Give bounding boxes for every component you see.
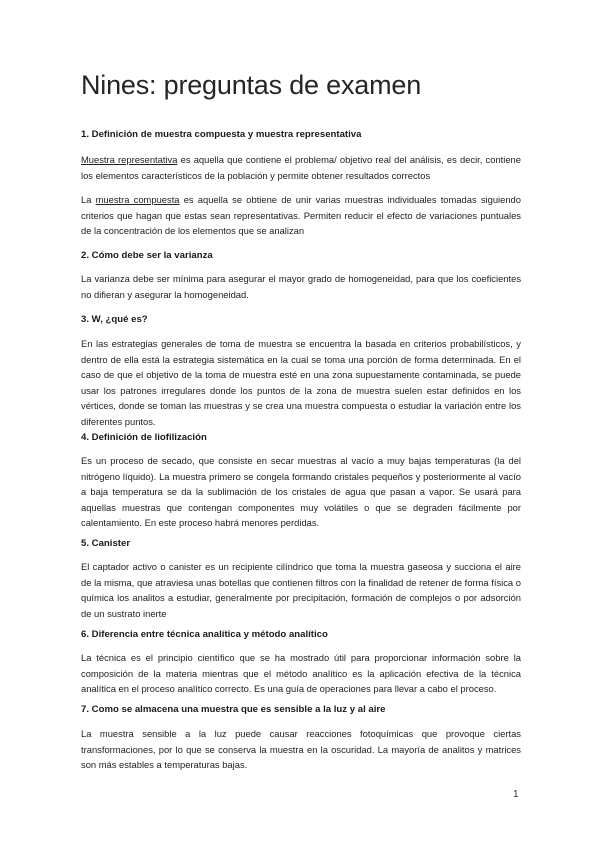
section-heading-4: 4. Definición de liofilización — [81, 432, 207, 443]
section-3-paragraph: En las estrategias generales de toma de muestra se encuentra la basada en criterios probabilísticos, y dentro de ella está la estrategia sistemática en la cual se toma una porción de forma determinada. En el caso de que el objetivo de la toma de muestra esté en una zona supuestamente contaminada, se puede usar los patrones irregulares donde los puntos de la zona de muestra suelen estar definidos en los vértices, donde se toman las muestras y se crea una muestra compuesta o estudiar la variación entre los diferentes puntos. — [81, 338, 521, 427]
section-heading-7: 7. Como se almacena una muestra que es sensible a la luz y al aire — [81, 704, 386, 715]
document-title: Nines: preguntas de examen — [81, 70, 422, 100]
section-2-paragraph: La varianza debe ser mínima para asegurar el mayor grado de homogeneidad, para que los coeficientes no difieran y asegurar la homogeneidad. — [81, 273, 521, 300]
section-1-paragraph-2-text: es aquella se obtiene de unir varias muestras individuales tomadas siguiendo criterios que hagan que estas sean representativas. Permiten reducir el efecto de variaciones puntuales de la concentración de los elementos que se analizan — [81, 194, 521, 236]
section-heading-5: 5. Canister — [81, 538, 131, 549]
section-4-paragraph: Es un proceso de secado, que consiste en secar muestras al vacío a muy bajas temperaturas (la del nitrógeno líquido). La muestra primero se congela formando cristales pequeños y posteriormente al vacío a baja temperatura se da la sublimación de los cristales de agua que pasan a vapor. Se usará para aquellas muestras que contengan componentes muy volátiles o que se degraden fácilmente por calentamiento. En este proceso habrá menores perdidas. — [81, 455, 521, 528]
term-muestra-representativa: Muestra representativa — [81, 154, 178, 165]
section-1-paragraph-2 — [81, 192, 521, 239]
term-muestra-compuesta: muestra compuesta — [95, 194, 180, 205]
section-1-paragraph-1-text: es aquella que contiene el problema/ objetivo real del análisis, es decir, contiene los elementos característicos de la población y permite obtener resultados correctos — [81, 154, 521, 181]
page-number: 1 — [513, 789, 519, 800]
section-heading-6: 6. Diferencia entre técnica analítica y método analítico — [81, 629, 328, 640]
section-5-paragraph: El captador activo o canister es un recipiente cilíndrico que toma la muestra gaseosa y succiona el aire de la misma, que atraviesa unas botellas que contienen filtros con la finalidad de retener de forma física o química los analitos a estudiar, generalmente por precipitación, formación de complejos o por adsorción de un sustrato inerte — [81, 561, 521, 619]
section-7-paragraph: La muestra sensible a la luz puede causar reacciones fotoquímicas que provoque ciertas transformaciones, por lo que se conserva la muestra en la oscuridad. La mayoría de analitos y matrices son más estables a temperaturas bajas. — [81, 728, 521, 770]
section-heading-1: 1. Definición de muestra compuesta y muestra representativa — [81, 129, 362, 140]
section-1-paragraph-1 — [81, 152, 521, 183]
section-heading-3: 3. W, ¿qué es? — [81, 314, 148, 325]
section-1-paragraph-2-prefix: La — [81, 194, 96, 205]
section-6-paragraph: La técnica es el principio científico que se ha mostrado útil para proporcionar información sobre la composición de la materia mientras que el método analítico es la aplicación efectiva de la técnica analítica en el proceso analítico correcto. Es una guía de operaciones para llevar a cabo el proceso. — [81, 652, 521, 694]
section-heading-2: 2. Cómo debe ser la varianza — [81, 250, 213, 261]
